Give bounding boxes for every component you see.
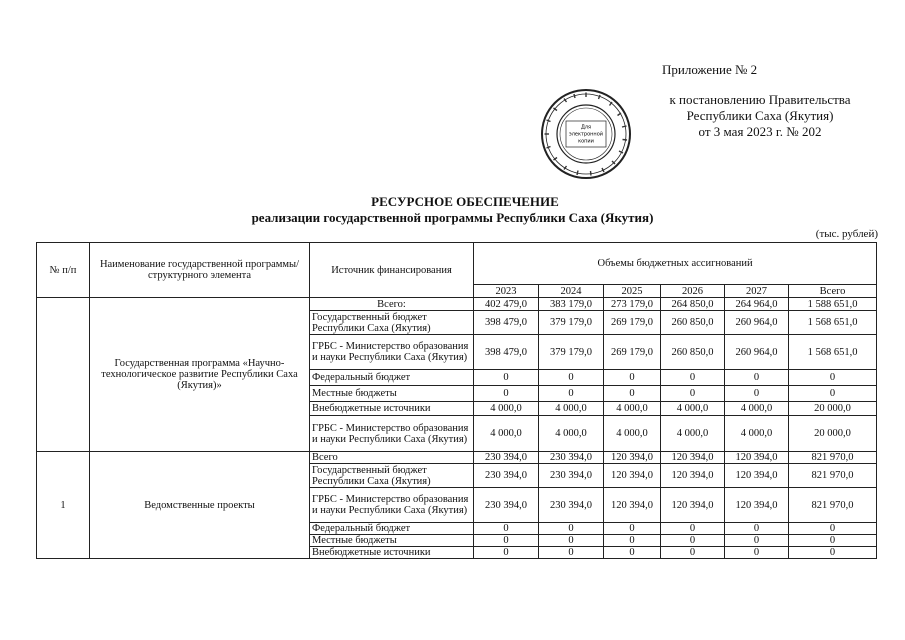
value-cell: 4 000,0 bbox=[539, 416, 604, 452]
table-row bbox=[37, 452, 877, 464]
value-cell: 0 bbox=[725, 535, 789, 547]
value-cell: 0 bbox=[661, 523, 725, 535]
appendix-date-line: от 3 мая 2023 г. № 202 bbox=[698, 124, 822, 139]
source-cell: Государственный бюджет Республики Саха (Якутия) bbox=[310, 464, 474, 488]
source-cell: Местные бюджеты bbox=[310, 386, 474, 402]
total-cell: 20 000,0 bbox=[789, 402, 877, 416]
value-cell: 4 000,0 bbox=[725, 402, 789, 416]
value-cell: 0 bbox=[725, 547, 789, 559]
value-cell: 0 bbox=[604, 370, 661, 386]
value-cell: 264 964,0 bbox=[725, 298, 789, 311]
value-cell: 230 394,0 bbox=[474, 488, 539, 523]
source-cell: Федеральный бюджет bbox=[310, 370, 474, 386]
value-cell: 4 000,0 bbox=[474, 402, 539, 416]
header-year: 2025 bbox=[604, 285, 661, 298]
value-cell: 0 bbox=[604, 535, 661, 547]
total-cell: 0 bbox=[789, 386, 877, 402]
source-cell: Государственный бюджет Республики Саха (Якутия) bbox=[310, 311, 474, 335]
value-cell: 120 394,0 bbox=[725, 452, 789, 464]
value-cell: 0 bbox=[474, 386, 539, 402]
value-cell: 398 479,0 bbox=[474, 311, 539, 335]
header-source: Источник финансирования bbox=[310, 243, 474, 298]
value-cell: 230 394,0 bbox=[539, 488, 604, 523]
header-volumes: Объемы бюджетных ассигнований bbox=[474, 243, 877, 285]
value-cell: 230 394,0 bbox=[474, 452, 539, 464]
program-name-cell: Ведомственные проекты bbox=[90, 452, 310, 559]
value-cell: 4 000,0 bbox=[725, 416, 789, 452]
value-cell: 230 394,0 bbox=[474, 464, 539, 488]
value-cell: 260 964,0 bbox=[725, 311, 789, 335]
seal-inner-line-1: Для bbox=[580, 124, 592, 131]
appendix-republic-line: Республики Саха (Якутия) bbox=[686, 108, 834, 123]
total-cell: 1 568 651,0 bbox=[789, 335, 877, 370]
source-cell: Внебюджетные источники bbox=[310, 402, 474, 416]
value-cell: 0 bbox=[474, 535, 539, 547]
value-cell: 120 394,0 bbox=[661, 452, 725, 464]
total-cell: 821 970,0 bbox=[789, 488, 877, 523]
value-cell: 4 000,0 bbox=[661, 416, 725, 452]
source-cell: ГРБС - Министерство образования и науки Республики Саха (Якутия) bbox=[310, 416, 474, 452]
title-line-1: РЕСУРСНОЕ ОБЕСПЕЧЕНИЕ bbox=[371, 194, 559, 209]
table-row bbox=[37, 298, 877, 311]
value-cell: 379 179,0 bbox=[539, 311, 604, 335]
header-total: Всего bbox=[789, 285, 877, 298]
row-num-cell: 1 bbox=[37, 452, 90, 559]
source-cell: ГРБС - Министерство образования и науки Республики Саха (Якутия) bbox=[310, 488, 474, 523]
value-cell: 4 000,0 bbox=[604, 416, 661, 452]
value-cell: 4 000,0 bbox=[539, 402, 604, 416]
header-year: 2024 bbox=[539, 285, 604, 298]
value-cell: 120 394,0 bbox=[604, 452, 661, 464]
value-cell: 379 179,0 bbox=[539, 335, 604, 370]
source-cell: ГРБС - Министерство образования и науки Республики Саха (Якутия) bbox=[310, 335, 474, 370]
value-cell: 4 000,0 bbox=[661, 402, 725, 416]
source-cell: Федеральный бюджет bbox=[310, 523, 474, 535]
units-label: (тыс. рублей) bbox=[815, 228, 878, 240]
header-name: Наименование государственной программы/структурного элемента bbox=[90, 243, 310, 298]
value-cell: 398 479,0 bbox=[474, 335, 539, 370]
appendix-block bbox=[640, 62, 880, 140]
value-cell: 230 394,0 bbox=[539, 464, 604, 488]
value-cell: 0 bbox=[539, 535, 604, 547]
total-cell: 0 bbox=[789, 535, 877, 547]
total-cell: 1 588 651,0 bbox=[789, 298, 877, 311]
header-year: 2027 bbox=[725, 285, 789, 298]
value-cell: 269 179,0 bbox=[604, 335, 661, 370]
value-cell: 260 850,0 bbox=[661, 335, 725, 370]
source-cell: Внебюджетные источники bbox=[310, 547, 474, 559]
value-cell: 0 bbox=[474, 523, 539, 535]
header-num: № п/п bbox=[37, 243, 90, 298]
appendix-decree-line: к постановлению Правительства bbox=[669, 92, 851, 107]
seal-inner-line-3: копии bbox=[578, 138, 594, 145]
value-cell: 120 394,0 bbox=[661, 488, 725, 523]
value-cell: 230 394,0 bbox=[539, 452, 604, 464]
value-cell: 120 394,0 bbox=[725, 464, 789, 488]
value-cell: 120 394,0 bbox=[725, 488, 789, 523]
value-cell: 402 479,0 bbox=[474, 298, 539, 311]
value-cell: 0 bbox=[661, 547, 725, 559]
value-cell: 0 bbox=[604, 547, 661, 559]
value-cell: 0 bbox=[661, 535, 725, 547]
value-cell: 4 000,0 bbox=[474, 416, 539, 452]
value-cell: 0 bbox=[539, 523, 604, 535]
value-cell: 0 bbox=[539, 386, 604, 402]
value-cell: 120 394,0 bbox=[661, 464, 725, 488]
source-cell: Местные бюджеты bbox=[310, 535, 474, 547]
official-seal-stamp bbox=[540, 88, 632, 180]
value-cell: 260 850,0 bbox=[661, 311, 725, 335]
value-cell: 0 bbox=[474, 370, 539, 386]
document-title bbox=[0, 194, 905, 226]
value-cell: 264 850,0 bbox=[661, 298, 725, 311]
value-cell: 383 179,0 bbox=[539, 298, 604, 311]
value-cell: 0 bbox=[725, 370, 789, 386]
total-cell: 0 bbox=[789, 370, 877, 386]
value-cell: 0 bbox=[539, 547, 604, 559]
value-cell: 0 bbox=[661, 386, 725, 402]
appendix-number: Приложение № 2 bbox=[662, 62, 758, 77]
value-cell: 269 179,0 bbox=[604, 311, 661, 335]
value-cell: 0 bbox=[604, 386, 661, 402]
header-year: 2026 bbox=[661, 285, 725, 298]
source-cell: Всего: bbox=[310, 298, 474, 311]
total-cell: 821 970,0 bbox=[789, 464, 877, 488]
seal-inner-line-2: электронной bbox=[568, 131, 604, 138]
resource-table bbox=[36, 242, 877, 559]
value-cell: 120 394,0 bbox=[604, 488, 661, 523]
title-line-2: реализации государственной программы Республики Саха (Якутия) bbox=[251, 210, 654, 225]
total-cell: 0 bbox=[789, 547, 877, 559]
total-cell: 20 000,0 bbox=[789, 416, 877, 452]
value-cell: 4 000,0 bbox=[604, 402, 661, 416]
total-cell: 1 568 651,0 bbox=[789, 311, 877, 335]
program-name-cell: Государственная программа «Научно-технологическое развитие Республики Саха (Якутия)» bbox=[90, 298, 310, 452]
value-cell: 260 964,0 bbox=[725, 335, 789, 370]
header-row bbox=[37, 243, 877, 285]
value-cell: 0 bbox=[725, 523, 789, 535]
source-cell: Всего bbox=[310, 452, 474, 464]
value-cell: 120 394,0 bbox=[604, 464, 661, 488]
row-num-cell bbox=[37, 298, 90, 452]
value-cell: 0 bbox=[539, 370, 604, 386]
total-cell: 821 970,0 bbox=[789, 452, 877, 464]
value-cell: 0 bbox=[604, 523, 661, 535]
value-cell: 0 bbox=[661, 370, 725, 386]
value-cell: 273 179,0 bbox=[604, 298, 661, 311]
header-year: 2023 bbox=[474, 285, 539, 298]
value-cell: 0 bbox=[474, 547, 539, 559]
total-cell: 0 bbox=[789, 523, 877, 535]
value-cell: 0 bbox=[725, 386, 789, 402]
